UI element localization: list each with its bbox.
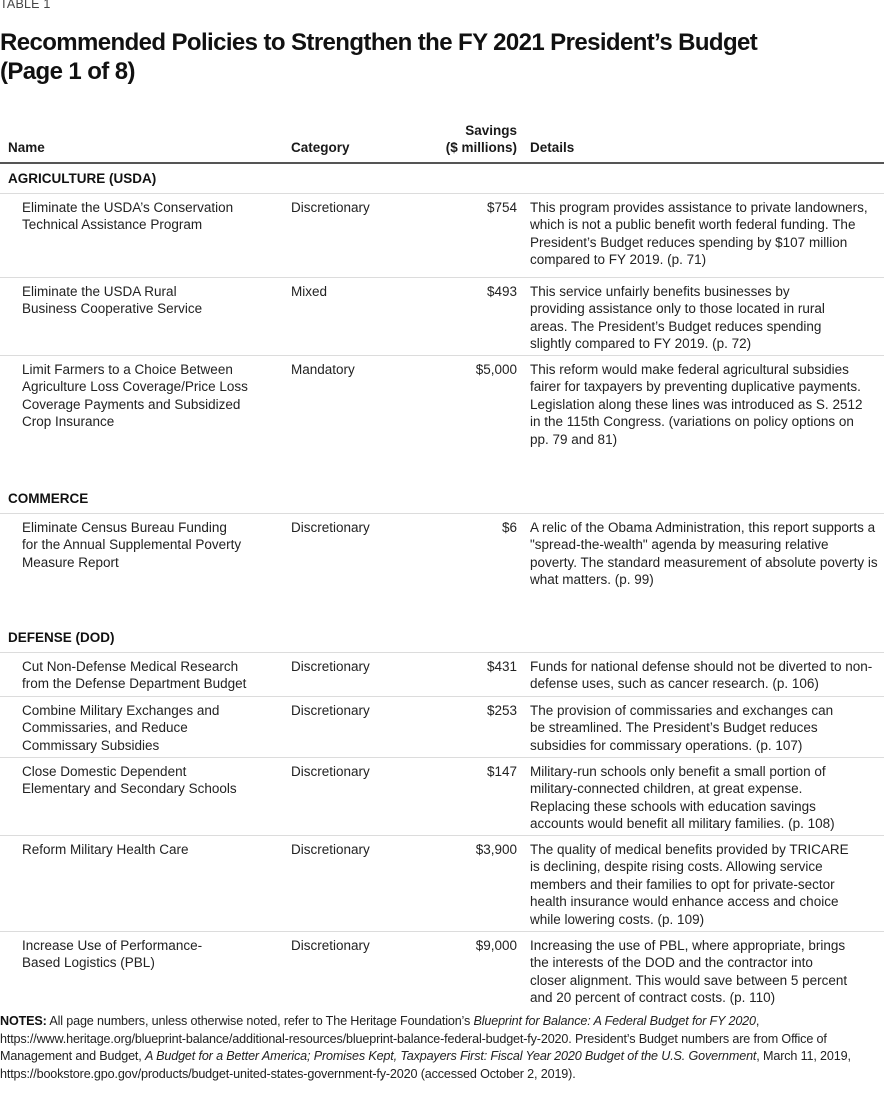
table-row xyxy=(0,836,884,932)
row-category: Discretionary xyxy=(291,520,370,535)
section-heading-defense: DEFENSE (DOD) xyxy=(0,623,884,653)
row-name: Combine Military Exchanges and Commissaries, and Reduce Commissary Subsidies xyxy=(22,703,220,753)
row-details: This reform would make federal agricultural subsidies fairer for taxpayers by preventing duplicative payments. Legislation along these lines was introduced as S. 2512 in the 115th Congress. (variations on policy options on pp. 79 and 81) xyxy=(530,362,863,447)
row-savings: $6 xyxy=(501,520,517,535)
table-label: TABLE 1 xyxy=(0,0,51,11)
savings-header-line-1: Savings xyxy=(465,123,517,138)
table-row xyxy=(0,514,884,623)
notes-text-1: All page numbers, unless otherwise noted, refer to The Heritage Foundation’s xyxy=(46,1014,474,1028)
notes-text-2: , https://www.heritage.org/blueprint-balance/additional-resources/blueprint-balance-federal-budget-fy-2020. President’s Budget numbers are from Office of Management and Budget, xyxy=(0,1014,827,1064)
row-savings: $431 xyxy=(486,659,517,674)
row-category: Mandatory xyxy=(291,362,355,377)
row-details: This program provides assistance to private landowners, which is not a public benefit worth federal funding. The President’s Budget reduces spending by $107 million compared to FY 2019. (p. 71) xyxy=(530,200,868,268)
row-category: Discretionary xyxy=(291,842,370,857)
row-category: Discretionary xyxy=(291,200,370,215)
row-name: Eliminate Census Bureau Funding for the Annual Supplemental Poverty Measure Report xyxy=(22,520,242,570)
row-savings: $5,000 xyxy=(475,362,517,377)
row-name: Reform Military Health Care xyxy=(22,842,189,857)
row-details: Military-run schools only benefit a small portion of military-connected children, at great expense. Replacing these schools with education savings accounts would benefit all military families. (p. 108) xyxy=(530,764,835,832)
row-name: Eliminate the USDA’s Conservation Technical Assistance Program xyxy=(22,200,234,233)
title-line-2: (Page 1 of 8) xyxy=(0,58,135,85)
table-row xyxy=(0,653,884,697)
row-name: Cut Non-Defense Medical Research from the Defense Department Budget xyxy=(22,659,247,692)
notes-label: NOTES: xyxy=(0,1014,47,1028)
section-heading-commerce: COMMERCE xyxy=(0,484,884,514)
row-category: Discretionary xyxy=(291,703,370,718)
table-row xyxy=(0,356,884,484)
column-header-savings xyxy=(446,122,517,156)
table-row xyxy=(0,758,884,836)
row-name: Increase Use of Performance-Based Logistics (PBL) xyxy=(22,938,203,971)
row-category: Discretionary xyxy=(291,659,370,674)
row-details: Increasing the use of PBL, where appropriate, brings the interests of the DOD and the contractor into closer alignment. This would save between 5 percent and 20 percent of contract costs. (p. 110) xyxy=(530,938,848,1006)
column-header-name: Name xyxy=(8,140,45,155)
row-details: A relic of the Obama Administration, this report supports a "spread-the-wealth" agenda by measuring relative poverty. The standard measurement of absolute poverty is what matters. (p. 99) xyxy=(530,520,878,588)
column-header-category: Category xyxy=(291,140,350,155)
table-row xyxy=(0,697,884,758)
row-category: Mixed xyxy=(291,284,328,299)
title-line-1: Recommended Policies to Strengthen the FY 2021 President’s Budget xyxy=(0,29,758,56)
notes-citation-1: Blueprint for Balance: A Federal Budget for FY 2020 xyxy=(473,1014,756,1028)
section-heading-agriculture: AGRICULTURE (USDA) xyxy=(0,164,884,194)
row-savings: $147 xyxy=(486,764,517,779)
row-category: Discretionary xyxy=(291,764,370,779)
column-header-details: Details xyxy=(530,140,575,155)
notes-text-3: , March 11, 2019, https://bookstore.gpo.gov/products/budget-united-states-government-fy-2020 (accessed October 2, 2019). xyxy=(0,1049,851,1081)
row-details: Funds for national defense should not be diverted to non-defense uses, such as cancer research. (p. 106) xyxy=(530,659,873,692)
row-details: This service unfairly benefits businesses by providing assistance only to those located in rural areas. The President’s Budget reduces spending slightly compared to FY 2019. (p. 72) xyxy=(530,284,825,352)
row-details: The provision of commissaries and exchanges can be streamlined. The President’s Budget reduces subsidies for commissary operations. (p. 107) xyxy=(530,703,834,753)
row-name: Limit Farmers to a Choice Between Agriculture Loss Coverage/Price Loss Coverage Payments and Subsidized Crop Insurance xyxy=(22,362,248,430)
policy-table xyxy=(0,118,884,1027)
row-details: The quality of medical benefits provided by TRICARE is declining, despite rising costs. Allowing service members and their families to opt for private-sector health insurance would enhance access and choice while lowering costs. (p. 109) xyxy=(530,842,849,927)
notes-citation-2: A Budget for a Better America; Promises Kept, Taxpayers First: Fiscal Year 2020 Budget of the U.S. Government xyxy=(144,1049,757,1064)
row-savings: $493 xyxy=(486,284,517,299)
page-title xyxy=(0,28,880,86)
row-savings: $9,000 xyxy=(475,938,517,953)
savings-header-line-2: ($ millions) xyxy=(445,140,517,155)
table-row xyxy=(0,194,884,278)
row-savings: $253 xyxy=(486,703,517,718)
table-notes xyxy=(0,1013,880,1083)
table-header xyxy=(0,118,884,164)
row-category: Discretionary xyxy=(291,938,370,953)
row-savings: $3,900 xyxy=(475,842,517,857)
row-name: Close Domestic Dependent Elementary and Secondary Schools xyxy=(22,764,237,797)
row-savings: $754 xyxy=(486,200,517,215)
table-row xyxy=(0,278,884,356)
row-name: Eliminate the USDA Rural Business Cooperative Service xyxy=(22,284,203,317)
